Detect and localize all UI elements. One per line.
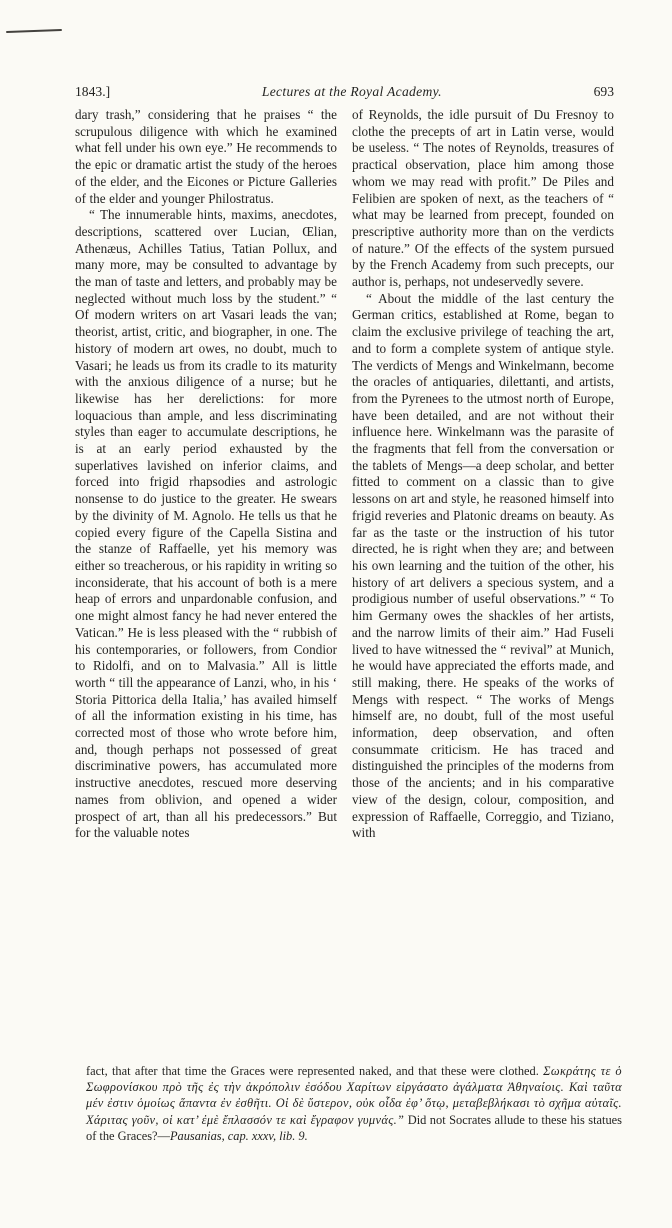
footnote-english-tail: Did not Socrates allude to these his statues of the Graces?—	[86, 1112, 623, 1143]
right-column	[352, 107, 614, 842]
right-paragraph-continuation: of Reynolds, the idle pursuit of Du Fresnoy to clothe the precepts of art in Latin verse, would be useless. “ The notes of Reynolds, treasures of practical observation, place him among those whom we may read with profit.” De Piles and Felibien are spoken of next, as the teachers of “ what may be learned from precept, founded on prescriptive authority more than on the verdicts of nature.” Of the effects of the system pursued by the French Academy from such precepts, our author is, perhaps, not undeservedly severe.	[352, 107, 614, 290]
text-columns	[75, 107, 614, 842]
scan-artifact-line	[6, 29, 62, 33]
footnote	[86, 1063, 622, 1144]
page-header	[75, 84, 614, 100]
left-paragraph-continuation: dary trash,” considering that he praises “ the scrupulous diligence with which he examined what fell under his own eye.” He recommends to the epic or dramatic artist the study of the heroes of the elder, and the Eicones or Picture Galleries of the elder and younger Philostratus.	[75, 107, 337, 206]
footnote-paragraph	[86, 1063, 622, 1144]
left-paragraph: “ The innumerable hints, maxims, anecdotes, descriptions, scattered over Lucian, Œlian, Athenæus, Achilles Tatius, Tatian Pollux, and many more, may be consulted to advantage by the man of taste and letters, and probably may be neglected without much loss by the student.” “ Of modern writers on art Vasari leads the van; theorist, artist, critic, and biographer, in one. The history of modern art owes, no doubt, much to Vasari; he leads us from its cradle to its maturity with the anxious diligence of a nurse; but he likewise has her derelictions: for more loquacious than ample, and less discriminating styles than eager to accumulate descriptions, he is at an early period exhausted by the superlatives lavished on inferior claims, and forced into frigid rhapsodies and astrologic nonsense to do justice to the greater. He swears by the divinity of M. Agnolo. He tells us that he copied every figure of the Capella Sistina and the stanze of Raffaelle, yet his memory was either so treacherous, or his rapidity in writing so inconsiderate, that his account of both is a mere heap of errors and unpardonable confusion, and one might almost fancy he had never entered the Vatican.” He is less pleased with the “ rubbish of his contemporaries, or followers, from Condior to Ridolfi, and on to Malvasia.” All is little worth “ till the appearance of Lanzi, who, in his ‘ Storia Pittorica della Italia,’ has availed himself of all the information existing in his time, has corrected most of those who wrote before him, and, though perhaps not possessed of great discriminative powers, has accumulated more instructive anecdotes, rescued more deserving names from oblivion, and opened a wider prospect of art, than all his predecessors.” But for the valuable notes	[75, 207, 337, 841]
page-number: 693	[593, 84, 614, 99]
header-date: 1843.]	[75, 84, 111, 99]
footnote-english-lead: fact, that after that time the Graces were represented naked, and that these were clothed.	[86, 1064, 539, 1078]
footnote-greek-quote: Σωκράτης τε ὁ Σωφρονίσκου πρὸ τῆς ἐς τὴν ἀκρόπολιν ἐσόδου Χαρίτων εἰργάσατο ἀγάλματα Ἀθηναίοις. Καὶ ταῦτα μέν ἐστιν ὁμοίως ἅπαντα ἐν ἐσθῆτι. Οἱ δὲ ὕστερον, οὐκ οἶδα ἐφ’ ὅτῳ, μεταβεβλήκασι τὸ σχῆμα αὐταῖς. Χάριτας γοῦν, οἱ κατ’ ἐμὲ ἔπλασσόν τε καὶ ἔγραφον γυμνάς.”	[86, 1064, 622, 1127]
running-title: Lectures at the Royal Academy.	[261, 84, 442, 99]
left-column	[75, 107, 337, 842]
right-paragraph: “ About the middle of the last century the German critics, established at Rome, began to claim the exclusive privilege of teaching the art, and to form a complete system of antique style. The verdicts of Mengs and Winkelmann, become the oracles of antiquaries, dilettanti, and artists, from the Pyrenees to the utmost north of Europe, have been detailed, and are not without their influence here. Winkelmann was the parasite of the fragments that fell from the conversation or the tablets of Mengs—a deep scholar, and better fitted to comment on a classic than to give lessons on art and style, he reasoned himself into frigid reveries and Platonic dreams on beauty. As far as the taste or the instruction of his tutor directed, he is right when they are; and between his own learning and the tuition of the other, his history of art delivers a specious system, and a prodigious number of useful observations.” “ To him Germany owes the shackles of her artists, and the narrow limits of their aim.” Had Fuseli lived to have witnessed the “ revival” at Munich, he would have appreciated the efforts made, and still making, there. He speaks of the works of Mengs with respect. “ The works of Mengs himself are, no doubt, full of the most useful information, deep observation, and often consummate criticism. He has traced and distinguished the principles of the moderns from those of the ancients; and in his comparative view of the design, colour, composition, and expression of Raffaelle, Correggio, and Tiziano, with	[352, 290, 614, 841]
footnote-citation: Pausanias, cap. xxxv, lib. 9.	[169, 1128, 308, 1143]
